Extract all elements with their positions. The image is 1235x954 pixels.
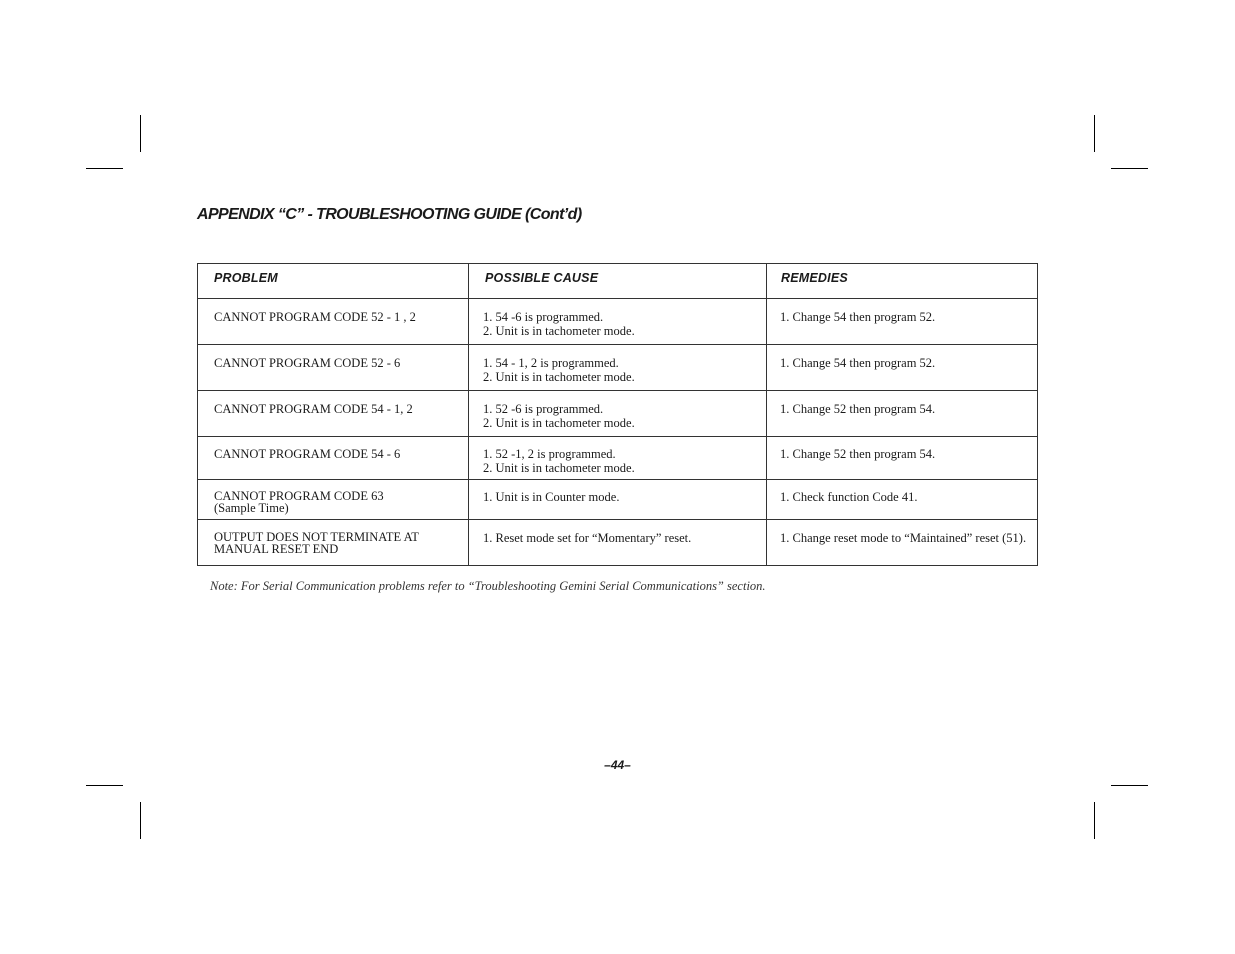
footnote: Note: For Serial Communication problems refer to “Troubleshooting Gemini Serial Communications” section. [210, 579, 766, 593]
cause-text: 1. 52 -1, 2 is programmed. [483, 447, 616, 461]
remedy-cell [767, 437, 1038, 480]
table-header-row [198, 264, 1038, 299]
table-row [198, 437, 1038, 480]
cause-text: 1. 54 - 1, 2 is programmed. [483, 356, 619, 370]
crop-mark-top-right-horizontal [1111, 168, 1148, 169]
remedy-cell [767, 391, 1038, 437]
troubleshooting-table [197, 263, 1038, 566]
page-title: APPENDIX “C” - TROUBLESHOOTING GUIDE (Cont’d) [197, 206, 582, 223]
problem-cell [198, 520, 469, 566]
table-row [198, 345, 1038, 391]
cause-cell [469, 437, 767, 480]
cause-cell [469, 299, 767, 345]
remedy-text: 1. Change reset mode to “Maintained” reset (51). [780, 531, 1027, 545]
page-number: –44– [604, 758, 631, 772]
table-row [198, 391, 1038, 437]
remedy-text: 1. Check function Code 41. [780, 490, 918, 504]
problem-text: MANUAL RESET END [214, 542, 339, 556]
header-possible-cause [469, 264, 767, 299]
header-remedies-label: REMEDIES [781, 271, 848, 285]
problem-cell [198, 299, 469, 345]
remedy-cell [767, 345, 1038, 391]
crop-mark-top-right-vertical [1094, 115, 1095, 152]
remedy-cell [767, 480, 1038, 520]
table-row [198, 520, 1038, 566]
crop-mark-bottom-left-vertical [140, 802, 141, 839]
problem-text: CANNOT PROGRAM CODE 52 - 6 [214, 356, 401, 370]
crop-mark-bottom-right-horizontal [1111, 785, 1148, 786]
cause-cell [469, 391, 767, 437]
header-problem [198, 264, 469, 299]
crop-mark-bottom-left-horizontal [86, 785, 123, 786]
problem-text: OUTPUT DOES NOT TERMINATE AT [214, 530, 419, 544]
cause-text: 1. Reset mode set for “Momentary” reset. [483, 531, 692, 545]
header-problem-label: PROBLEM [214, 271, 278, 285]
cause-text: 2. Unit is in tachometer mode. [483, 416, 635, 430]
remedy-text: 1. Change 52 then program 54. [780, 402, 936, 416]
problem-text: CANNOT PROGRAM CODE 54 - 1, 2 [214, 402, 413, 416]
problem-text: CANNOT PROGRAM CODE 52 - 1 , 2 [214, 310, 416, 324]
cause-text: 1. 54 -6 is programmed. [483, 310, 604, 324]
problem-cell [198, 391, 469, 437]
crop-mark-top-left-vertical [140, 115, 141, 152]
remedy-cell [767, 299, 1038, 345]
problem-text: CANNOT PROGRAM CODE 54 - 6 [214, 447, 401, 461]
cause-text: 2. Unit is in tachometer mode. [483, 461, 635, 475]
remedy-text: 1. Change 54 then program 52. [780, 310, 936, 324]
remedy-text: 1. Change 52 then program 54. [780, 447, 936, 461]
problem-cell [198, 480, 469, 520]
problem-cell [198, 437, 469, 480]
header-possible-cause-label: POSSIBLE CAUSE [485, 271, 599, 285]
table-row [198, 480, 1038, 520]
problem-text: (Sample Time) [214, 501, 289, 515]
cause-text: 1. Unit is in Counter mode. [483, 490, 620, 504]
cause-cell [469, 520, 767, 566]
crop-mark-top-left-horizontal [86, 168, 123, 169]
remedy-cell [767, 520, 1038, 566]
problem-cell [198, 345, 469, 391]
remedy-text: 1. Change 54 then program 52. [780, 356, 936, 370]
cause-text: 2. Unit is in tachometer mode. [483, 370, 635, 384]
problem-text: CANNOT PROGRAM CODE 63 [214, 489, 384, 503]
cause-cell [469, 480, 767, 520]
header-remedies [767, 264, 1038, 299]
crop-mark-bottom-right-vertical [1094, 802, 1095, 839]
table-row [198, 299, 1038, 345]
cause-text: 1. 52 -6 is programmed. [483, 402, 604, 416]
cause-text: 2. Unit is in tachometer mode. [483, 324, 635, 338]
cause-cell [469, 345, 767, 391]
